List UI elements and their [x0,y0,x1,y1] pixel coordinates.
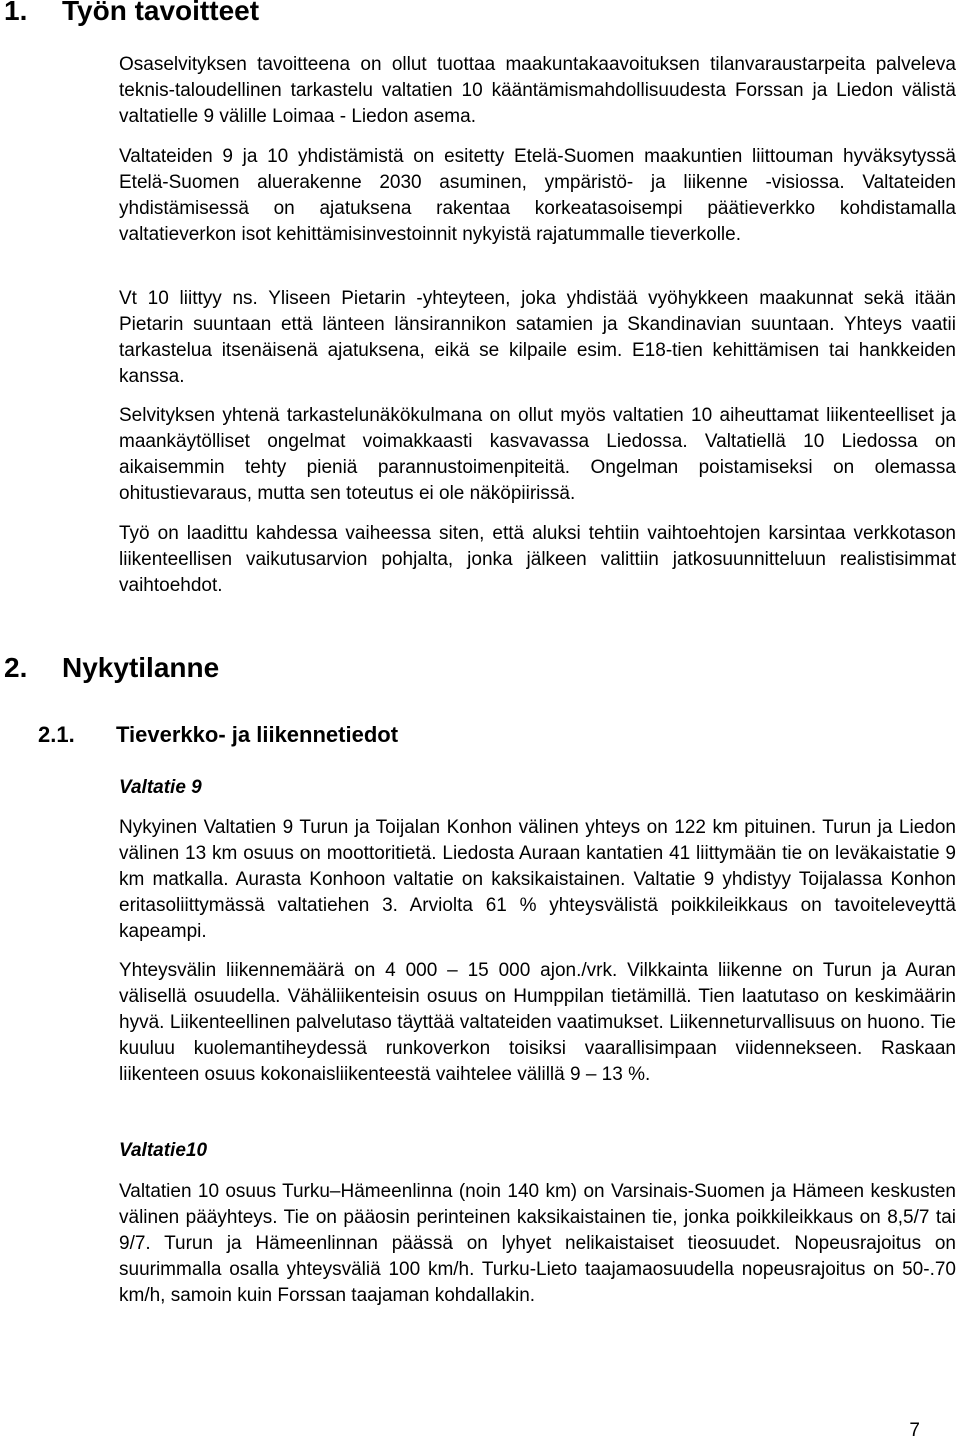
section-1-number: 1. [4,0,28,26]
vt9-heading: Valtatie 9 [119,777,202,798]
section-1-title: Työn tavoitteet [62,0,260,26]
section-1-heading [4,0,259,26]
section-2-heading [4,653,219,683]
section-2-number: 2. [4,652,28,683]
section-2-title: Nykytilanne [62,652,220,683]
paragraph-merging-roads: Valtateiden 9 ja 10 yhdistämistä on esitetty Etelä-Suomen maakuntien liittouman hyväksytyssä Etelä-Suomen aluerakenne 2030 asuminen, ympäristö- ja liikenne -visiossa. Valtateiden yhdistämisessä on ajatuksena rakentaa korkeatasoisempi päätieverkko kohdistamalla valtatieverkon isot kehittämisinvestoinnit nykyistä rajatummalle tieverkolle. [119,146,956,245]
paragraph-objective: Osaselvityksen tavoitteena on ollut tuottaa maakuntakaavoituksen tilanvaraustarpeita palveleva teknis-taloudellinen tarkastelu valtatien 10 kääntämismahdollisuudesta Forssan ja Liedon välistä valtatielle 9 välille Loimaa - Liedon asema. [119,54,956,127]
subsection-2-1-number: 2.1. [38,722,75,747]
subsection-2-1-heading [38,722,398,748]
page-number: 7 [909,1420,920,1441]
paragraph-lieto-problems: Selvityksen yhtenä tarkastelunäkökulmana on ollut myös valtatien 10 aiheuttamat liikenteelliset ja maankäytölliset ongelmat voimakkaasti kasvavassa Liedossa. Valtatiellä 10 Liedossa on aikaisemmin tehty pieniä parannustoimenpiteitä. Ongelman poistamiseksi on olemassa ohitustievaraus, mutta sen toteutus ei ole näköpiirissä. [119,405,956,504]
paragraph-work-phases: Työ on laadittu kahdessa vaiheessa siten, että aluksi tehtiin vaihtoehtojen karsintaa verkkotason liikenteellisen vaikutusarvion pohjalta, jonka jälkeen valittiin jatkosuunnitteluun realistisimmat vaihtoehdot. [119,523,956,596]
subsection-2-1-title: Tieverkko- ja liikennetiedot [116,722,399,747]
vt10-heading: Valtatie10 [119,1140,208,1161]
paragraph-vt10-connection: Vt 10 liittyy ns. Yliseen Pietarin -yhteyteen, joka yhdistää vyöhykkeen maakunnat sekä itään Pietarin suuntaan että länteen länsirannikon satamien ja Skandinavian suuntaan. Yhteys vaatii tarkastelua itsenäisenä ajatuksena, eikä se kilpaile esim. E18-tien kehittämisen tai hankkeiden kanssa. [119,288,956,387]
paragraph-vt9-description: Nykyinen Valtatien 9 Turun ja Toijalan Konhon välinen yhteys on 122 km pituinen. Turun ja Liedon välinen 13 km osuus on moottoritietä. Liedosta Auraan kantatien 41 liittymään tie on leväkaistatie 9 km matkalla. Aurasta Konhoon valtatie on kaksikaistainen. Valtatie 9 yhdistyy Toijalassa Konhon eritasoliittymässä valtatiehen 3. Arviolta 61 % yhteysvälistä poikkileikkaus on tavoiteleveyttä kapeampi. [119,817,956,942]
paragraph-vt10-description: Valtatien 10 osuus Turku–Hämeenlinna (noin 140 km) on Varsinais-Suomen ja Hämeen keskusten välinen pääyhteys. Tie on pääosin perinteinen kaksikaistainen tie, jonka poikkileikkaus on 8,5/7 tai 9/7. Turun ja Hämeenlinnan päässä on lyhyet nelikaistaiset tieosuudet. Nopeusrajoitus on suurimmalla osalla yhteysväliä 100 km/h. Turku-Lieto taajamaosuudella nopeusrajoitus on 50-.70 km/h, samoin kuin Forssan taajaman kohdallakin. [119,1181,956,1306]
paragraph-vt9-traffic: Yhteysvälin liikennemäärä on 4 000 – 15 000 ajon./vrk. Vilkkainta liikenne on Turun ja Auran välisellä osuudella. Vähäliikenteisin osuus on Humppilan tietämillä. Tien laatutaso on keskimäärin hyvä. Liikenteellinen palvelutaso täyttää valtateiden vaatimukset. Liikenneturvallisuus on huono. Tie kuuluu kuolemantiheydessä runkoverkon toisiksi vaarallisimpaan viidennekseen. Raskaan liikenteen osuus kokonaisliikenteestä vaihtelee välillä 9 – 13 %. [119,960,956,1085]
